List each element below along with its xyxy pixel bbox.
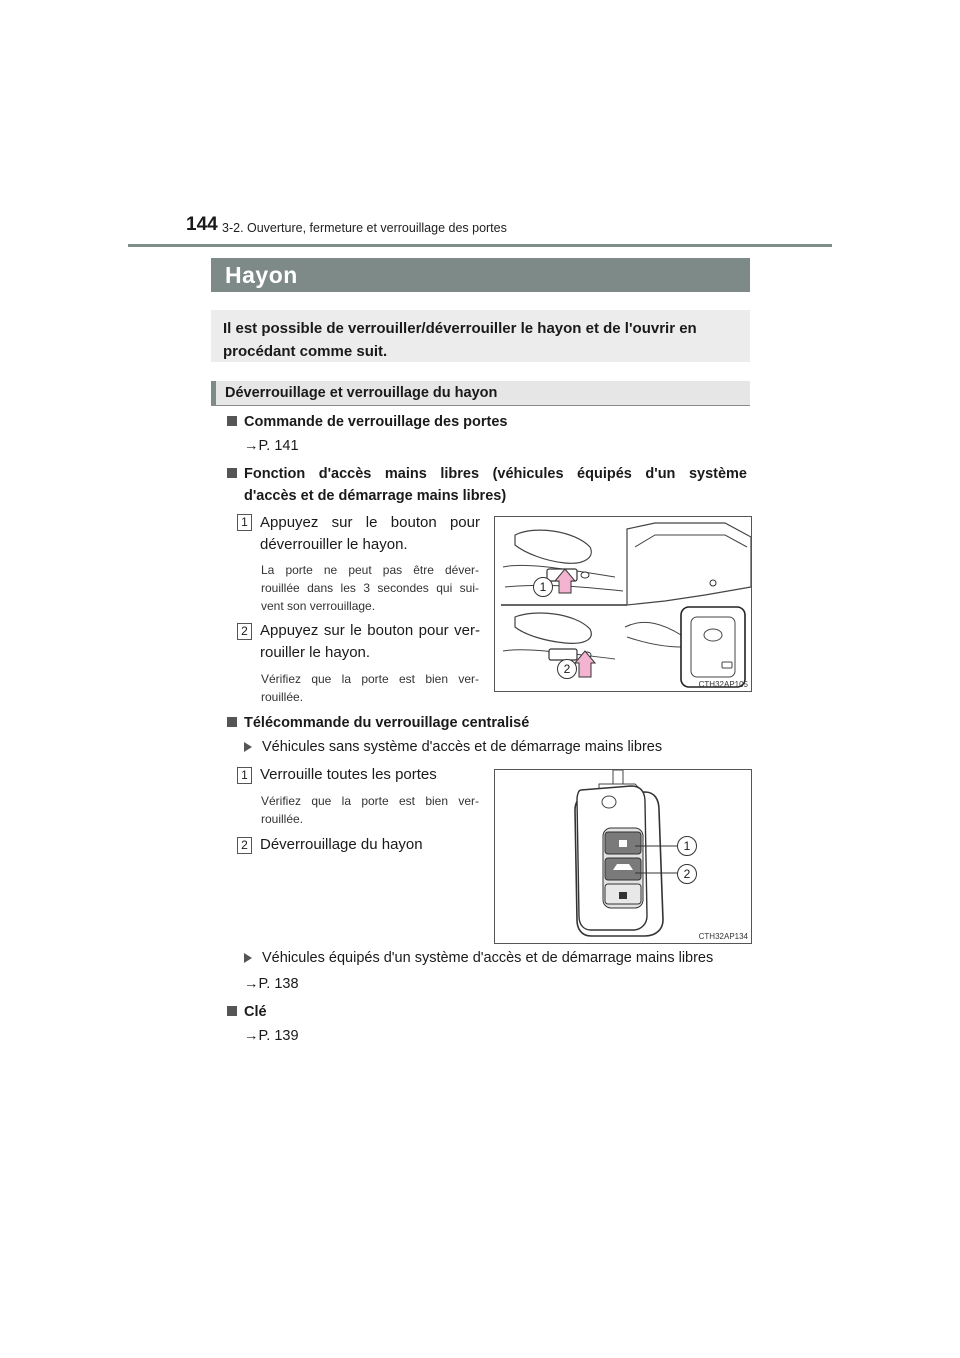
title-bar	[211, 258, 750, 292]
remote-step-1-note: Vérifiez que la porte est bien ver- rouillée.	[261, 794, 479, 826]
tailgate-drawing	[495, 517, 751, 691]
square-bullet-icon	[227, 717, 237, 727]
page-ref-141[interactable]: →P. 141	[244, 438, 299, 454]
heading-smart-entry: Fonction d'accès mains libres (véhicules équipés d'un système d'accès et de démarrage mains libres)	[227, 463, 747, 507]
square-bullet-icon	[227, 416, 237, 426]
page-number: 144	[186, 214, 218, 235]
heading-remote: Télécommande du verrouillage centralisé	[227, 712, 747, 734]
callout-1: 1	[677, 836, 697, 856]
tailgate-illustration	[494, 516, 752, 692]
callout-2: 2	[557, 659, 577, 679]
step-1-text: Appuyez sur le bouton pour déverrouiller le hayon.	[260, 514, 480, 553]
case-with-smart-entry: Véhicules équipés d'un système d'accès et de démarrage mains libres	[244, 950, 749, 970]
section-breadcrumb: 3-2. Ouverture, fermeture et verrouillage des portes	[222, 221, 507, 235]
illustration-code: CTH32AP105	[698, 680, 748, 689]
subsection-title: Déverrouillage et verrouillage du hayon	[225, 385, 498, 401]
step-number: 2	[237, 623, 252, 640]
remote-step-1-text: Verrouille toutes les portes	[260, 766, 437, 783]
remote-key-drawing	[495, 770, 751, 943]
triangle-bullet-icon	[244, 953, 252, 963]
step-number: 1	[237, 514, 252, 531]
callout-1: 1	[533, 577, 553, 597]
intro-box	[211, 310, 750, 362]
step-2-note: Vérifiez que la porte est bien ver- rouillée.	[261, 672, 479, 704]
illustration-code: CTH32AP134	[698, 932, 748, 941]
heading-door-lock: Commande de verrouillage des portes	[227, 411, 747, 433]
intro-text: Il est possible de verrouiller/déverrouiller le hayon et de l'ouvrir en procédant comme suit.	[223, 320, 697, 360]
step-number: 2	[237, 837, 252, 854]
square-bullet-icon	[227, 468, 237, 478]
page-title: Hayon	[225, 262, 298, 288]
heading-key: Clé	[227, 1001, 427, 1023]
remote-key-illustration	[494, 769, 752, 944]
callout-2: 2	[677, 864, 697, 884]
step-2-text: Appuyez sur le bouton pour ver- rouiller le hayon.	[260, 622, 480, 661]
subsection-stripe	[211, 381, 216, 405]
triangle-bullet-icon	[244, 742, 252, 752]
step-number: 1	[237, 767, 252, 784]
remote-step-2-text: Déverrouillage du hayon	[260, 836, 423, 853]
page-ref-139[interactable]: →P. 139	[244, 1028, 299, 1044]
header-rule	[128, 244, 832, 247]
step-1-note: La porte ne peut pas être déver- rouillée dans les 3 secondes qui sui- vent son verrouillage.	[261, 563, 479, 613]
case-without-smart-entry: Véhicules sans système d'accès et de démarrage mains libres	[244, 739, 744, 759]
subsection-heading	[211, 381, 750, 406]
square-bullet-icon	[227, 1006, 237, 1016]
page-ref-138[interactable]: →P. 138	[244, 976, 299, 992]
